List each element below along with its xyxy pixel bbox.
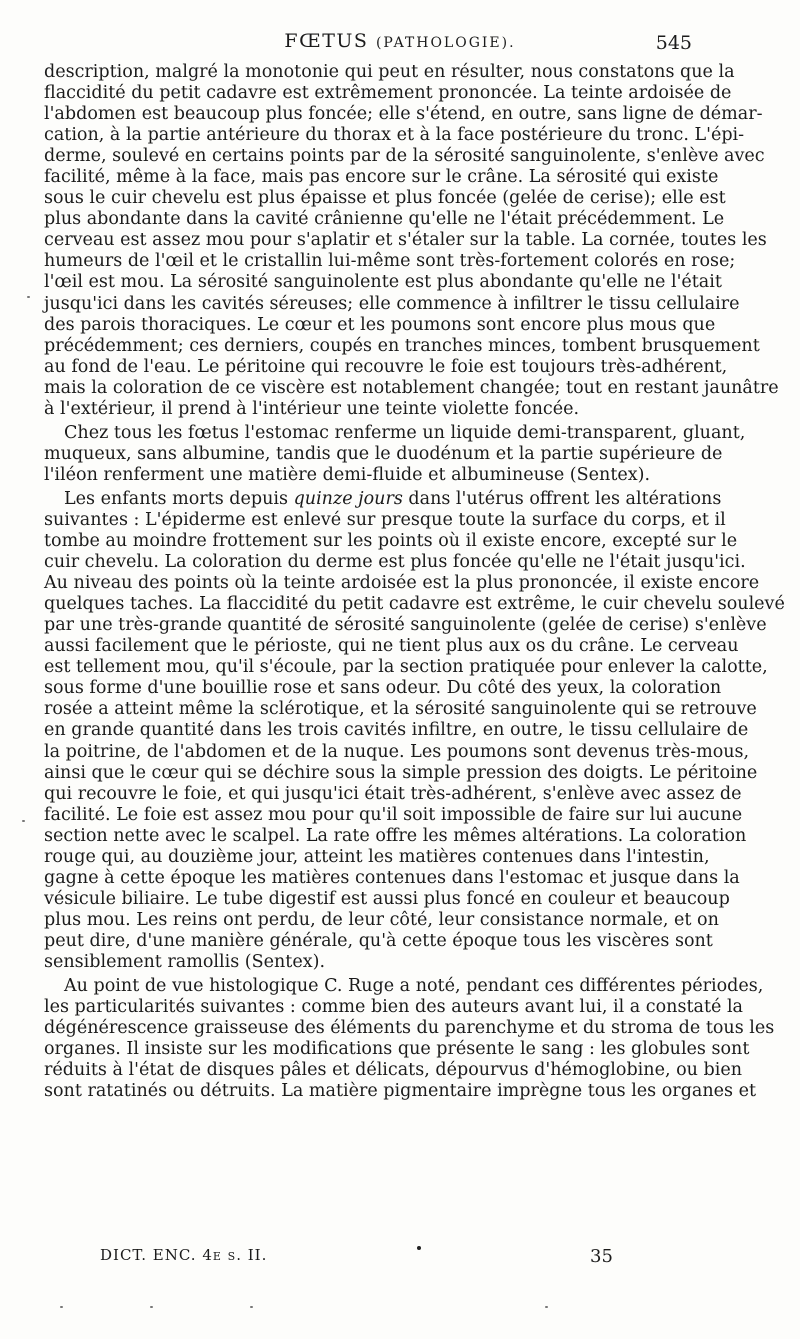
italic-phrase: quinze jours bbox=[293, 488, 403, 509]
text-line: rosée a atteint même la sclérotique, et la sérosité sanguinolente qui se retrouve bbox=[44, 699, 757, 720]
paragraph bbox=[44, 422, 746, 486]
text-line: cerveau est assez mou pour s'aplatir et s'étaler sur la table. La cornée, toutes les bbox=[44, 230, 767, 251]
text-line: sous forme d'une bouillie rose et sans odeur. Du côté des yeux, la coloration bbox=[44, 678, 722, 699]
text-line: sont ratatinés ou détruits. La matière pigmentaire imprègne tous les organes et bbox=[44, 1081, 757, 1102]
text-line: cuir chevelu. La coloration du derme est plus foncée qu'elle ne l'était jusqu'ici. bbox=[44, 552, 746, 573]
margin-speck bbox=[150, 1306, 153, 1308]
text-line: Chez tous les fœtus l'estomac renferme un liquide demi-transparent, gluant, bbox=[64, 422, 746, 443]
running-title-main: FŒTUS bbox=[284, 30, 369, 52]
text-line: plus mou. Les reins ont perdu, de leur côté, leur consistance normale, et on bbox=[44, 909, 719, 930]
text-line: description, malgré la monotonie qui peut en résulter, nous constatons que la bbox=[44, 62, 735, 82]
text-line: jusqu'ici dans les cavités séreuses; elle commence à infiltrer le tissu cellulaire bbox=[44, 293, 740, 314]
text-line: à l'extérieur, il prend à l'intérieur une teinte violette foncée. bbox=[44, 398, 580, 419]
text-line: vésicule biliaire. Le tube digestif est aussi plus foncé en couleur et beaucoup bbox=[44, 888, 730, 909]
text-line: la poitrine, de l'abdomen et de la nuque. Les poumons sont devenus très-mous, bbox=[44, 741, 750, 762]
margin-speck bbox=[22, 820, 25, 822]
text-line: facilité. Le foie est assez mou pour qu'il soit impossible de faire sur lui aucune bbox=[44, 804, 743, 825]
text-line: muqueux, sans albumine, tandis que le duodénum et la partie supérieure de bbox=[44, 443, 723, 464]
text-line: est tellement mou, qu'il s'écoule, par la section pratiquée pour enlever la calotte, bbox=[44, 657, 768, 678]
text-line: précédemment; ces derniers, coupés en tranches minces, tombent brusquement bbox=[44, 335, 760, 356]
margin-speck bbox=[60, 1306, 63, 1308]
text-line: l'iléon renferment une matière demi-fluide et albumineuse (Sentex). bbox=[44, 464, 651, 485]
text-line: quelques taches. La flaccidité du petit cadavre est extrême, le cuir chevelu soulevé bbox=[44, 594, 785, 615]
footer-sheet-number: 35 bbox=[590, 1246, 613, 1267]
text-line: humeurs de l'œil et le cristallin lui-même sont très-fortement colorés en rose; bbox=[44, 251, 736, 272]
text-line: organes. Il insiste sur les modifications que présente le sang : les globules sont bbox=[44, 1039, 750, 1060]
text-line: en grande quantité dans les trois cavités infiltre, en outre, le tissu cellulaire de bbox=[44, 720, 749, 741]
text-line: sous le cuir chevelu est plus épaisse et plus foncée (gelée de cerise); elle est bbox=[44, 188, 726, 209]
text-line: derme, soulevé en certains points par de la sérosité sanguinolente, s'enlève avec bbox=[44, 146, 765, 167]
text-line: facilité, même à la face, mais pas encore sur le crâne. La sérosité qui existe bbox=[44, 167, 719, 188]
text-line: peut dire, d'une manière générale, qu'à cette époque tous les viscères sont bbox=[44, 930, 713, 951]
paragraph bbox=[44, 488, 785, 973]
text-line: dégénérescence graisseuse des éléments du parenchyme et du stroma de tous les bbox=[44, 1018, 775, 1039]
paragraph bbox=[44, 62, 779, 420]
text-line: au fond de l'eau. Le péritoine qui recouvre le foie est toujours très-adhérent, bbox=[44, 356, 728, 377]
text-line: ainsi que le cœur qui se déchire sous la simple pression des doigts. Le péritoine bbox=[44, 762, 758, 783]
text-line: section nette avec le scalpel. La rate offre les mêmes altérations. La coloration bbox=[44, 825, 747, 846]
text-line: gagne à cette époque les matières contenues dans l'estomac et jusque dans la bbox=[44, 867, 740, 888]
margin-speck bbox=[27, 296, 30, 298]
page-number: 545 bbox=[655, 32, 692, 54]
text-line: rouge qui, au douzième jour, atteint les matières contenues dans l'intestin, bbox=[44, 846, 710, 867]
paragraph bbox=[44, 976, 775, 1102]
text-line: qui recouvre le foie, et qui jusqu'ici était très-adhérent, s'enlève avec assez de bbox=[44, 783, 742, 804]
text-line: aussi facilement que le périoste, qui ne tient plus aux os du crâne. Le cerveau bbox=[44, 636, 739, 657]
text-line: l'abdomen est beaucoup plus foncée; elle s'étend, en outre, sans ligne de démar- bbox=[44, 104, 763, 125]
margin-speck bbox=[545, 1306, 548, 1308]
text-line: tombe au moindre frottement sur les points où il existe encore, excepté sur le bbox=[44, 531, 738, 552]
text-line: réduits à l'état de disques pâles et délicats, dépourvus d'hémoglobine, ou bien bbox=[44, 1060, 743, 1081]
body-text bbox=[44, 62, 785, 1102]
text-line: flaccidité du petit cadavre est extrêmement prononcée. La teinte ardoisée de bbox=[44, 83, 732, 104]
text-line: par une très-grande quantité de sérosité sanguinolente (gelée de cerise) s'enlève bbox=[44, 615, 767, 636]
page-header bbox=[0, 30, 800, 54]
text-line: suivantes : L'épiderme est enlevé sur presque toute la surface du corps, et il bbox=[44, 509, 726, 530]
text-line: mais la coloration de ce viscère est notablement changée; tout en restant jaunâtre bbox=[44, 377, 779, 398]
text-line: l'œil est mou. La sérosité sanguinolente est plus abondante qu'elle ne l'était bbox=[44, 272, 722, 293]
footer-signature: DICT. ENC. 4e s. II. bbox=[100, 1246, 268, 1264]
margin-speck bbox=[250, 1306, 253, 1308]
text-line: Au point de vue histologique C. Ruge a noté, pendant ces différentes périodes, bbox=[64, 976, 764, 997]
text-line: sensiblement ramollis (Sentex). bbox=[44, 951, 326, 972]
text-line: les particularités suivantes : comme bien des auteurs avant lui, il a constaté la bbox=[44, 997, 744, 1018]
text-line: des parois thoraciques. Le cœur et les poumons sont encore plus mous que bbox=[44, 314, 716, 335]
running-title-subtitle: (PATHOLOGIE). bbox=[375, 35, 516, 51]
text-line: cation, à la partie antérieure du thorax et à la face postérieure du tronc. L'épi- bbox=[44, 125, 745, 146]
text-line: Les enfants morts depuis quinze jours dans l'utérus offrent les altérations bbox=[64, 488, 722, 509]
text-line: Au niveau des points où la teinte ardoisée est la plus prononcée, il existe encore bbox=[44, 573, 760, 594]
text-line: plus abondante dans la cavité crânienne qu'elle ne l'était précédemment. Le bbox=[44, 209, 725, 230]
print-dot bbox=[417, 1246, 421, 1250]
page-footer bbox=[0, 1246, 800, 1270]
